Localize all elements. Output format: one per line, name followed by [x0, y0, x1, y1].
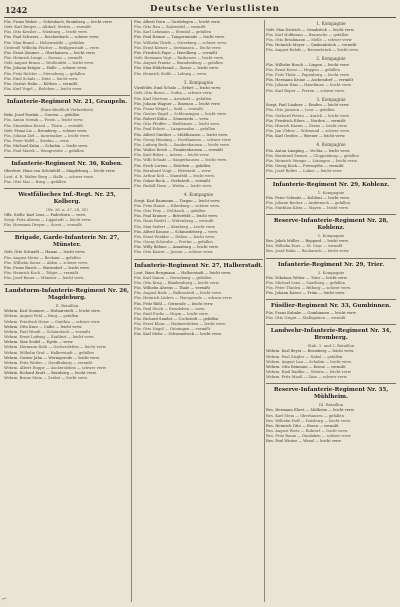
casualty-entry: Füs. Otto Rau — Salzwedel — vermißt — [134, 25, 206, 30]
section-rule — [266, 324, 396, 325]
casualty-entry: Res. August Wirtz — Ruhrort — leicht verw. — [266, 429, 348, 434]
header-rule — [4, 17, 396, 18]
casualty-entry: Gefr. Max Dietrich — Osnabrück — leicht verw. — [266, 27, 355, 32]
casualty-entry: Unteroff. Wilhelm Fischer — Heiligenstadt — verw. — [4, 45, 100, 50]
casualty-entry: Res. Josef Hahn — Bacharach — leicht verw. — [266, 249, 350, 254]
casualty-entry: Füs. Hans Riedel — Wittenberg — vermißt — [134, 219, 214, 224]
regiment-title: Infanterie-Regiment Nr. 29, Trier. — [277, 261, 385, 268]
casualty-entry: Gefr. August Braun — Weißenfels — leicht verw. — [4, 61, 95, 66]
casualty-entry: Füs. Fritz Rühl — Gernrode — leicht verw. — [134, 301, 214, 306]
casualty-entry: Füs. Franz Busch — Warendorf — leicht verw. — [4, 265, 90, 270]
casualty-entry: Füs. Oskar Bock — Gerbstedt — vermißt — [134, 179, 211, 184]
casualty-entry: Füs. Max Brand — Hohenwalde — gefallen — [4, 40, 85, 45]
casualty-entry: Füs. Michael Kuhn — Schubin — leicht verw. — [4, 144, 88, 149]
casualty-entry: Füs. Franz Kuhnke — Gumbinnen — leicht verw. — [266, 311, 357, 316]
casualty-entry: Leut. d. R. Walter Berg — Halle — schwer verw. — [4, 174, 94, 179]
casualty-entry: Füs. Rudolf Horn — Wettin — leicht verw. — [134, 184, 212, 189]
casualty-entry: Füs. Fritz Richter — Merseburg — gefallen — [4, 71, 85, 76]
section-rule — [4, 157, 130, 158]
section-rule — [4, 188, 130, 189]
casualty-entry: Res. Heinrich Otto — Essen — vermißt — [266, 423, 339, 428]
section-rule — [266, 214, 396, 215]
casualty-entry: Wehrm. Hermann Roth — Oschersleben — leicht verw. — [4, 345, 107, 350]
casualty-entry: Res. Fritz Baum — Dinslaken — schwer verw. — [266, 434, 352, 439]
casualty-entry: Füs. Robert Kühn — Sömmerda — verw. — [134, 117, 210, 122]
casualty-entry: Füs. Georg Schwabe — Prettin — gefallen — [134, 240, 213, 245]
regiment-block — [266, 324, 396, 380]
regiment-title: Landsturm-Infanterie-Regiment Nr. 26, Magdeburg. — [5, 288, 129, 302]
casualty-entry: Füs. Emil Schulz — Zeitz — leicht verw. — [4, 76, 79, 81]
regiment-title: Infanterie-Regiment Nr. 36, Kuben. — [11, 161, 123, 168]
casualty-entry: Offz. Stellv. Karl Lenz — Paderborn — verw. — [4, 212, 87, 217]
casualty-entry: Füs. Richard Sander — Cochstedt — gefallen — [134, 316, 219, 321]
casualty-entry: Füs. Michael Lenz — Saarburg — gefallen — [266, 280, 345, 285]
casualty-entry: Füs. Otto Pfeiffer — Weißensee — leicht verw. — [134, 122, 221, 127]
casualty-entry: Wehrm. Wilhelm Graf — Halberstadt — gefallen — [4, 350, 94, 355]
casualty-entry: Füs. Ernst Kruse — Meppen — gefallen — [266, 67, 340, 72]
casualty-entry: Füs. Albert Dorn — Gardelegen — leicht verw. — [134, 20, 221, 24]
regiment-block — [134, 20, 263, 77]
casualty-entry: Füs. Jan Ubben — Wittmund — schwer verw. — [266, 129, 350, 133]
casualty-entry: Füs. Karl Simon — Derenburg — gefallen — [134, 275, 212, 280]
casualty-entry: Füs. Bernhard Voigt — Hettstedt — verw. — [134, 168, 212, 173]
casualty-entry: Res. Karl Stein — Oberhausen — gefallen — [266, 413, 344, 418]
casualty-entry: Füs. Otto Janssen — Leer — gefallen — [266, 108, 335, 113]
casualty-entry: Sergt. Karl Baumann — Torgau — leicht verw. — [134, 198, 221, 203]
page-number: 1242 — [5, 5, 28, 15]
casualty-entry: Res. Jakob Müller — Boppard — leicht verw. — [266, 239, 349, 244]
regiment-block — [266, 214, 396, 254]
regiment-title: Brigade, Garde-Infanterie Nr. 27, Münster. — [14, 235, 120, 249]
column-divider — [131, 20, 132, 602]
casualty-entry: Füs. Karl Mohr — Schwanebeck — leicht verw. — [134, 332, 222, 337]
casualty-entry: Füs. Ernst Winkler — Düben — leicht verw. — [134, 234, 216, 239]
running-title: Deutsche Verlustlisten — [150, 4, 280, 14]
section-subheading: 3. Kompagnie — [316, 96, 346, 102]
casualty-entry: Füs. Johann Hinz — Haselünne — leicht verw. — [266, 83, 352, 88]
casualty-entry: Füs. August Bode — Ballenstedt — leicht verw. — [134, 291, 222, 296]
casualty-entry: Füs. Friedrich Pape — Havelberg — vermißt — [134, 50, 218, 55]
casualty-entry: Füs. Georg Henning — Nordhausen — schwer verw. — [134, 137, 232, 142]
casualty-entry: Füs. Paul Stock — Ermsleben — verw. — [134, 306, 206, 311]
casualty-entry: Wehrm. August Pohl — Burg — gefallen — [4, 314, 79, 319]
regiment-block — [266, 299, 396, 321]
casualty-entry: Füs. Karl Hoffmann — Bramsche — gefallen — [266, 32, 349, 37]
casualty-entry: Füs. Wilhelm Busch — Lingen — leicht verw. — [266, 62, 350, 67]
casualty-entry: Wehrm. Albert Hoppe — Aschersleben — schwer verw. — [4, 366, 107, 371]
casualty-entry: Füs. Karl Gerdes — Weener — leicht verw. — [266, 134, 346, 139]
regiment-block — [266, 258, 396, 297]
casualty-entry: Gefr. Franz Lis — Bromberg — schwer verw. — [4, 128, 88, 133]
page-header — [0, 0, 400, 22]
regiment-block — [134, 192, 263, 255]
casualty-entry: Füs. Max Seifert — Kemberg — leicht verw. — [134, 224, 216, 229]
casualty-entry: Wehrm. Karl Sommer — Wolmirstedt — leicht verw. — [4, 309, 101, 314]
casualty-entry: Füs. Heinrich Lüders — Harzgerode — schwer verw. — [134, 296, 233, 301]
casualty-entry: Füs. Heinrich Meyer — Quakenbrück — vermißt — [266, 42, 357, 47]
casualty-entry: Res. Wilhelm Hoff — Duisburg — leicht verw. — [266, 418, 351, 423]
text-column-2 — [134, 20, 263, 605]
regiment-title: Westfälisches Inf.-Regt. Nr. 25, Kolberg. — [18, 191, 116, 205]
section-rule — [266, 258, 396, 259]
casualty-entry: Füs. Heinrich Wempe — Löningen — leicht verw. — [266, 159, 358, 164]
section-rule — [266, 299, 396, 300]
section-rule — [266, 383, 396, 384]
casualty-entry: Füs. August Franke — Brandenburg — gefallen — [134, 61, 223, 66]
casualty-entry: Sergt. Paul Lindner — Emden — leicht verw. — [266, 103, 350, 108]
section-subheading: (Nr. 26. u. 27, 28, 35) — [46, 206, 88, 212]
casualty-entry: Wehrm. Otto Kurz — Calbe — leicht verw. — [4, 324, 83, 329]
section-rule — [4, 231, 130, 232]
section-subheading: III. Bataillon — [318, 402, 344, 408]
casualty-entry: Füs. Franz Weigel — Suhl — vermißt — [134, 106, 203, 111]
casualty-entry: Füs. Hermann Krone — Aschendorf — vermißt — [266, 78, 354, 83]
casualty-entry: Füs. Peter Wolff — Strelno — verw. — [4, 138, 70, 143]
casualty-entry: Füs. Erich Lorenz — Eisleben — gefallen — [134, 163, 211, 168]
casualty-entry: Füs. Paul Eckert — Langensalza — gefallen — [134, 127, 216, 132]
casualty-entry: Gefr. Karl Berger — Altdorf, Stettin — vermißt — [4, 25, 91, 30]
casualty-entry: Füs. Nikolaus Weber — Trier — leicht verw. — [266, 275, 348, 280]
regiment-block — [266, 21, 396, 53]
casualty-entry: Füs. Hermann Dreyer — Soest — vermißt — [4, 223, 82, 228]
casualty-entry: Wehrm. Paul Wendt — Schönebeck — vermißt — [4, 329, 91, 334]
casualty-entry: Wehrm. Bruno Stein — Zerbst — leicht verw. — [4, 376, 88, 381]
casualty-entry: Füs. Fritz Thole — Papenburg — leicht verw. — [266, 73, 350, 78]
casualty-entry: Füs. Otto Kessler — Nienburg — leicht verw. — [4, 30, 88, 35]
casualty-entry: Füs. August Meier — Beckum — gefallen — [4, 255, 81, 260]
regiment-block — [4, 231, 130, 281]
casualty-entry: Füs. Georg Kock — Friesoythe — vermißt — [266, 164, 344, 169]
regiment-title: Infanterie-Regiment Nr. 21, Graupeln. — [6, 99, 128, 106]
casualty-entry: Oberleut. Hans von Schönfeld — Magdeburg — leicht verw. — [4, 169, 116, 174]
regiment-block — [266, 383, 396, 444]
casualty-entry: Füs. Gerhard Peters — Aurich — leicht verw. — [266, 113, 350, 118]
casualty-entry: Füs. Wilhelm Thiele — Osterburg — schwer verw. — [134, 40, 228, 45]
section-rule — [134, 259, 263, 260]
casualty-entry: Füs. Otto Kaiser — Jessen — schwer verw. — [134, 250, 214, 255]
casualty-entry: Füs. Ernst Klaus — Hadmersleben — leicht verw. — [134, 322, 226, 327]
casualty-entry: Füs. Heinrich Koch — Telgte — vermißt — [4, 271, 79, 275]
section-rule — [266, 178, 396, 179]
regiment-title: Landwehr-Infanterie-Regiment Nr. 34, Bromberg. — [270, 328, 392, 342]
casualty-entry: Füs. Hinrich Harms — Esens — leicht verw. — [266, 123, 348, 128]
casualty-entry: Rekr. Josef Pawlak — Gnesen — gefallen — [4, 113, 80, 118]
casualty-entry: Füs. Bernhard Siemer — Cloppenburg — gefallen — [266, 153, 359, 158]
section-rule — [4, 95, 130, 96]
casualty-entry: Füs. Karl Mertens — Arnstadt — gefallen — [134, 96, 212, 101]
casualty-entry: Füs. Paul Heinze — Tangermünde — leicht verw. — [134, 35, 225, 40]
casualty-entry: Füs. Johann Kaiser — Prüm — leicht verw. — [266, 291, 346, 295]
regiment-block — [134, 259, 263, 338]
casualty-entry: Gefr. Otto Schmidt — Hamm — leicht verw. — [4, 250, 86, 255]
casualty-entry: Füs. Paul Kramer — Bitterfeld — leicht verw. — [134, 214, 219, 219]
regiment-block — [266, 56, 396, 93]
casualty-entry: Wehrm. Richard Kraft — Bernburg — leicht verw. — [4, 371, 97, 376]
casualty-entry: Füs. Anton Lamping — Vechta — leicht verw. — [266, 148, 351, 153]
casualty-entry: Füs. Walter Reich — Frankenhausen — vermißt — [134, 148, 223, 153]
casualty-entry: Gefr. Hermann Vogt — Rathenow — leicht verw. — [134, 56, 224, 61]
regiment-block — [266, 142, 396, 174]
casualty-entry: Füs. August Rohde — Bersenbrück — leicht verw. — [266, 48, 359, 53]
section-subheading: 2. Kompagnie — [317, 269, 345, 275]
casualty-entry: Füs. Ludwig Beck — Sondershausen — leicht verw. — [134, 142, 230, 147]
casualty-entry: Füs. Friedrich Eilers — Norden — vermißt — [266, 118, 346, 123]
casualty-entry: Füs. Johann Becker — Andernach — gefallen — [266, 200, 350, 205]
regiment-title: Infanterie-Regiment Nr. 29, Koblenz. — [272, 181, 390, 188]
regiment-block — [266, 97, 396, 140]
casualty-entry: Füs. Johann Krüger — Halle — schwer verw. — [4, 66, 88, 71]
casualty-entry: Wehrm. Fritz Maaß — Znin — schwer verw. — [266, 375, 348, 380]
casualty-entry: Wehrm. Friedrich Heise — Genthin — schwer verw. — [4, 319, 101, 324]
section-subheading: 4. Kompagnie — [183, 192, 214, 198]
regiment-title: Reserve-Infanterie-Regiment Nr. 35, Mühlheim. — [273, 387, 389, 401]
regiment-title: Infanterie-Regiment Nr. 27, Halberstadt. — [134, 262, 263, 269]
casualty-entry: Füs. Alfred Krause — Schmiedeberg — verw. — [134, 229, 219, 234]
casualty-entry: Füs. Stanislaus Kowal — Thorn — vermißt — [4, 123, 83, 128]
casualty-entry: Füs. Johann Ziel — Inowrazlaw — leicht verw. — [4, 133, 90, 138]
casualty-entry: Füs. Gustav Engel — Schleusingen — leicht verw. — [134, 112, 227, 116]
casualty-entry: Wehrm. Otto Reimann — Krone — vermißt — [266, 364, 346, 369]
text-column-1 — [4, 20, 130, 605]
casualty-entry: Füs. Max Hildebrand — Ziesar — leicht verw. — [134, 66, 219, 71]
casualty-entry: Füs. Josef Rolfes — Lohne — leicht verw. — [266, 169, 343, 174]
casualty-entry: Wehrm. Paul Ziegler — Nakel — gefallen — [266, 354, 343, 359]
casualty-entry: Füs. Ernst Körner — Seehausen — leicht verw. — [134, 45, 222, 50]
casualty-entry: Gefr. Otto Busse — Gotha — schwer verw. — [134, 91, 213, 96]
casualty-entry: Füs. Kurt Ritter — Artern — leicht verw. — [134, 153, 210, 158]
casualty-entry: Füs. Josef Bauer — Münster — leicht verw. — [4, 276, 85, 281]
casualty-entry: Vizefeldw. Emil Scholz — Erfurt — leicht verw. — [134, 86, 222, 91]
section-subheading: 2. Kompagnie — [316, 56, 346, 62]
regiment-title: Füsilier-Regiment Nr. 33, Gumbinnen. — [270, 303, 392, 310]
casualty-entry: Füs. Wilhelm Sauer — Ahlen — schwer verw. — [4, 260, 89, 265]
casualty-entry: Füs. Matthias Klein — Mayen — leicht verw. — [266, 205, 349, 210]
regiment-block — [266, 178, 396, 211]
casualty-entry: Füs. Wilhelm Ahrens — Thale — vermißt — [134, 286, 211, 291]
casualty-entry: Füs. Heinrich Lange — Dessau — vermißt — [4, 56, 83, 61]
casualty-entry: Füs. Johann Wagner — Ilmenau — leicht verw. — [134, 101, 221, 106]
section-subheading: Stab, 1. und 2. Bataillon — [307, 343, 355, 349]
casualty-entry: Wehrm. August Lau — Schubin — leicht verw. — [266, 359, 352, 364]
casualty-entry: Leut. Hans Bergmann — Halberstadt — leicht verw. — [134, 270, 232, 275]
casualty-entry: Füs. Alfred Günther — Mühlhausen — leicht verw. — [134, 132, 229, 137]
casualty-entry: Füs. Paul Schwarz — Reichenbach — schwer verw. — [4, 35, 100, 40]
casualty-entry: Füs. Peter Thielen — Bitburg — schwer verw. — [266, 285, 352, 290]
casualty-entry: Wehrm. Karl Beyer — Bromberg — leicht verw. — [266, 349, 355, 354]
casualty-entry: Füs. Otto Brinkmann — Melle — schwer verw. — [266, 37, 353, 42]
casualty-entry: Füs. Otto Grigat — Stallupönen — vermißt — [266, 316, 346, 321]
regiment-block — [134, 80, 263, 190]
casualty-entry: Füs. Heinrich Stolle — Loburg — verw. — [134, 71, 207, 76]
regiment-block — [4, 20, 130, 92]
casualty-entry: Res. Hermann Ebert — Mülheim — leicht verw. — [266, 408, 355, 413]
section-rule — [4, 284, 130, 285]
casualty-entry: Wehrm. Fritz Wolter — Quedlinburg — vermißt — [4, 360, 93, 365]
text-column-3 — [266, 20, 396, 605]
casualty-entry: Füs. Ernst Zimmer — Oberhausen — leicht verw. — [4, 50, 96, 55]
regiment-title: Reserve-Infanterie-Regiment Nr. 28, Koblenz. — [273, 218, 389, 232]
casualty-entry: Sergt. Fritz Ahrens — Lippstadt — leicht verw. — [4, 218, 92, 223]
section-subheading: 1. Kompagnie — [317, 233, 345, 239]
casualty-entry: Füs. Franz Weber — Schönbach, Bromberg — leicht verw. — [4, 20, 113, 24]
casualty-entry: Füs. Otto Nagel — Gröningen — vermißt — [134, 327, 211, 332]
section-subheading: 3. Kompagnie — [183, 79, 214, 85]
casualty-entry: Wehrm. Max Seidel — Egeln — verw. — [4, 340, 74, 345]
casualty-entry: Res. Wilhelm Kurz — St. Goar — vermißt — [266, 244, 343, 249]
section-subheading: (Einschließlich Verlustliste) — [40, 107, 94, 113]
casualty-entry: Füs. Karl Lehmann — Stendal — gefallen — [134, 30, 212, 35]
section-subheading: 4. Kompagnie — [316, 142, 346, 148]
casualty-entry: Füs. Willi Schade — Sangerhausen — leicht verw. — [134, 158, 227, 163]
casualty-entry: Füs. Fritz Haase — Eilenburg — schwer verw. — [134, 204, 221, 208]
casualty-entry: Füs. Willy Böhme — Annaburg — leicht verw. — [134, 245, 219, 250]
casualty-entry: Füs. Otto Mai — Burg — gefallen — [4, 179, 66, 184]
casualty-entry: Füs. Otto Krug — Blankenburg — leicht verw. — [134, 280, 220, 285]
column-divider — [264, 20, 265, 602]
section-subheading: 1. Kompagnie — [317, 189, 345, 195]
casualty-entry: Füs. Otto Frey — Delitzsch — gefallen — [134, 209, 206, 214]
casualty-entry: Füs. Peter Schmitz — Koblenz — leicht verw. — [266, 195, 350, 200]
casualty-entry: Füs. Arthur Keil — Mansfeld — leicht verw. — [134, 173, 215, 178]
casualty-entry: Wehrm. Ernst Ludwig — Staßfurt — leicht verw. — [4, 335, 95, 340]
casualty-entry: Wehrm. Emil Radtke — Wirsitz — leicht verw. — [266, 370, 352, 375]
regiment-block — [4, 284, 130, 381]
casualty-entry: Wehrm. Gustav Jahn — Wernigerode — leicht verw. — [4, 355, 100, 360]
section-subheading: II. Bataillon — [55, 303, 79, 309]
regiment-block — [4, 95, 130, 154]
edge-mark: ⌐ — [2, 596, 8, 603]
casualty-entry: Füs. Anton Nowak — Posen — leicht verw. — [4, 118, 84, 123]
casualty-entry: Füs. Gustav Hahn — Köthen — vermißt — [4, 81, 78, 86]
casualty-entry: Res. Paul Winter — Wesel — leicht verw. — [266, 439, 342, 444]
section-subheading: 1. Kompagnie — [316, 21, 346, 26]
casualty-entry: Füs. Paul Marek — Wongrowitz — gefallen — [4, 149, 84, 154]
regiment-block — [4, 157, 130, 184]
casualty-entry: Füs. Emil Fuchs — Hoym — leicht verw. — [134, 311, 209, 316]
regiment-block — [4, 188, 130, 228]
casualty-entry: Füs. Karl Röper — Freren — schwer verw. — [266, 88, 345, 93]
casualty-entry: Füs. Karl Vogel — Eisleben — leicht verw. — [4, 87, 83, 92]
